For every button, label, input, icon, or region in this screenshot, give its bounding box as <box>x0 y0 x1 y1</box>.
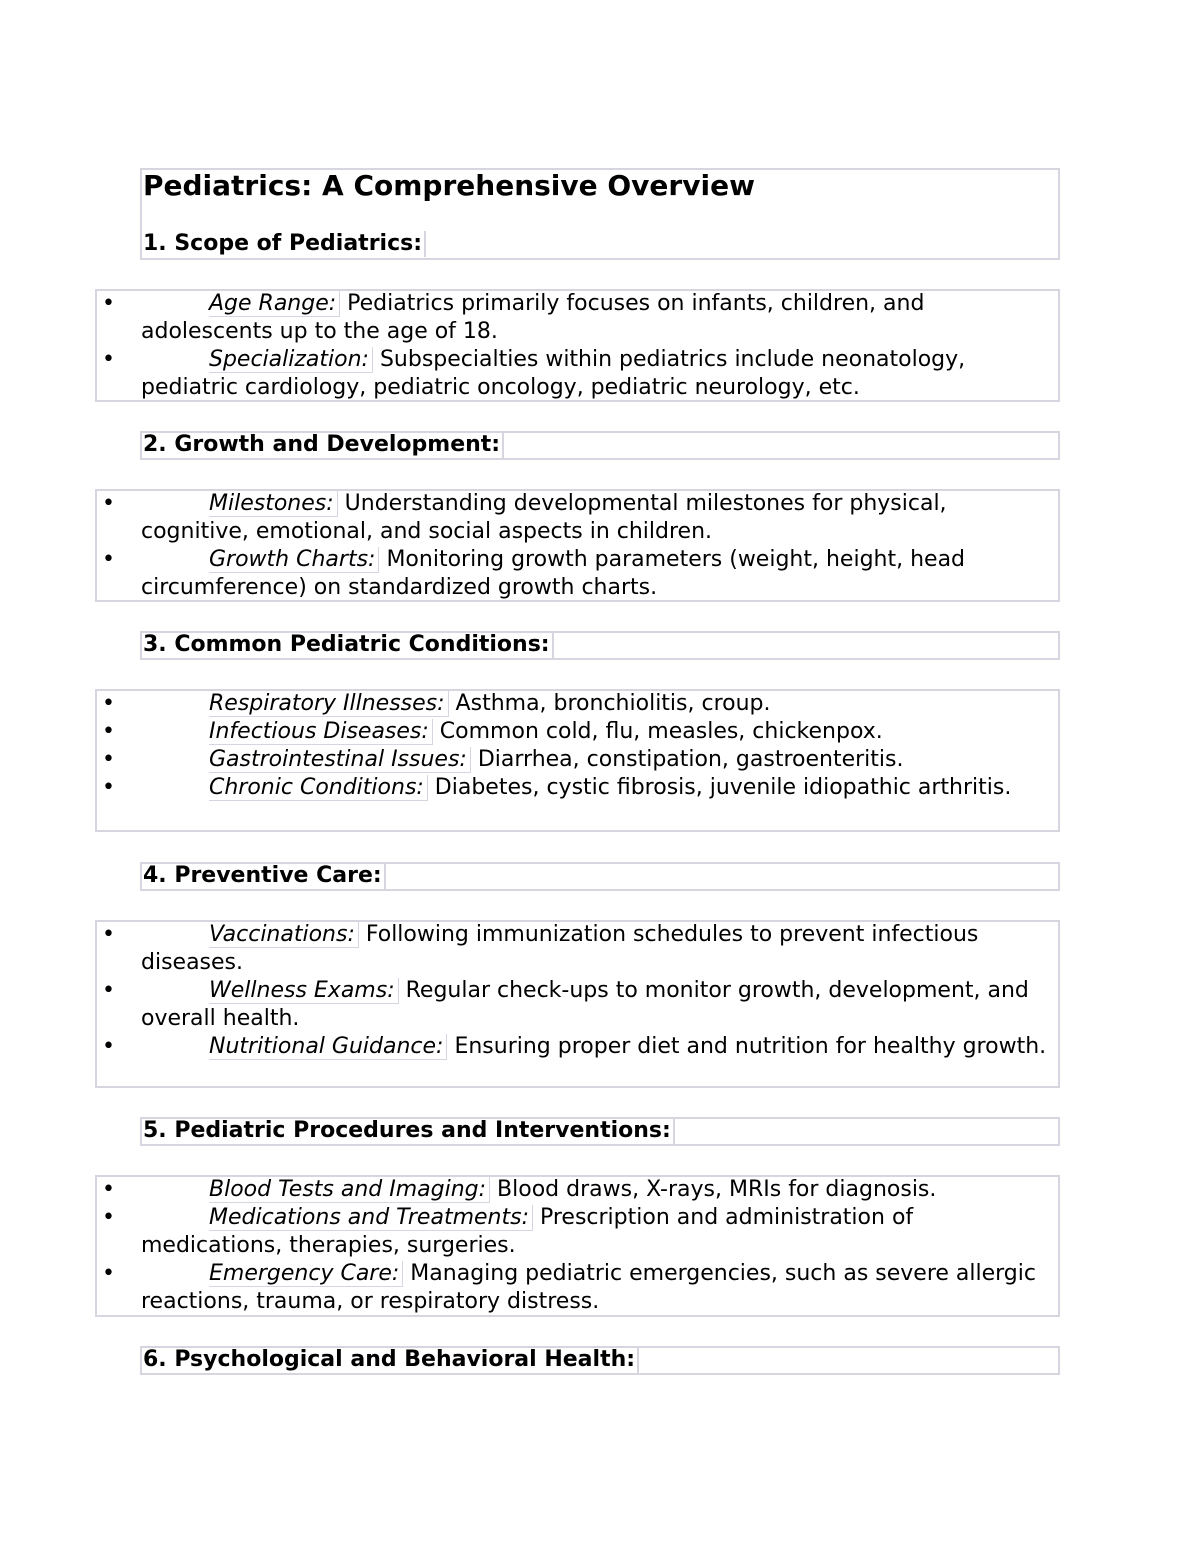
bullet-icon: • <box>102 922 115 947</box>
bullet-icon: • <box>102 347 115 372</box>
item-text: Diabetes, cystic fibrosis, juvenile idiopathic arthritis. <box>427 775 1012 800</box>
item-term: Chronic Conditions: <box>209 775 428 801</box>
item-text: Asthma, bronchiolitis, croup. <box>448 691 771 716</box>
section-heading-3: 3. Common Pediatric Conditions: <box>141 632 554 658</box>
bullet-icon: • <box>102 691 115 716</box>
item-term: Specialization: <box>209 347 373 373</box>
item-text: Common cold, flu, measles, chickenpox. <box>432 719 883 744</box>
item-text: Pediatrics primarily focuses on infants, children, and adolescents up to the age of 18. <box>141 291 925 344</box>
item-text: Following immunization schedules to prevent infectious diseases. <box>141 922 979 975</box>
list-item <box>102 346 1053 402</box>
item-text: Monitoring growth parameters (weight, height, head circumference) on standardized growth charts. <box>141 547 966 600</box>
list-item <box>102 1176 1053 1204</box>
section-list-1 <box>102 290 1053 402</box>
item-term: Blood Tests and Imaging: <box>209 1177 490 1203</box>
document-title: Pediatrics: A Comprehensive Overview <box>143 169 755 202</box>
bullet-icon: • <box>102 1205 115 1230</box>
section-heading-2: 2. Growth and Development: <box>141 432 504 458</box>
section-heading-6: 6. Psychological and Behavioral Health: <box>141 1347 639 1373</box>
section-list-3 <box>102 690 1053 802</box>
item-text: Prescription and administration of medications, therapies, surgeries. <box>141 1205 914 1258</box>
bullet-icon: • <box>102 978 115 1003</box>
section-list-2 <box>102 490 1053 602</box>
item-term: Medications and Treatments: <box>209 1205 533 1231</box>
item-text: Regular check-ups to monitor growth, development, and overall health. <box>141 978 1029 1031</box>
item-text: Ensuring proper diet and nutrition for healthy growth. <box>447 1034 1047 1059</box>
list-item <box>102 546 1053 602</box>
list-item <box>102 1033 1053 1061</box>
item-text: Blood draws, X-rays, MRIs for diagnosis. <box>490 1177 937 1202</box>
item-term: Respiratory Illnesses: <box>209 691 449 717</box>
item-text: Diarrhea, constipation, gastroenteritis. <box>470 747 904 772</box>
bullet-icon: • <box>102 747 115 772</box>
list-item <box>102 1204 1053 1260</box>
item-term: Growth Charts: <box>209 547 379 573</box>
item-term: Infectious Diseases: <box>209 719 433 745</box>
list-item <box>102 977 1053 1033</box>
section-heading-5: 5. Pediatric Procedures and Interventions: <box>141 1118 675 1144</box>
item-text: Subspecialties within pediatrics include neonatology, pediatric cardiology, pediatric oncology, pediatric neurology, etc. <box>141 347 966 400</box>
bullet-icon: • <box>102 291 115 316</box>
list-item <box>102 774 1053 802</box>
list-item <box>102 1260 1053 1316</box>
bullet-icon: • <box>102 775 115 800</box>
item-text: Understanding developmental milestones for physical, cognitive, emotional, and social aspects in children. <box>141 491 947 544</box>
list-item <box>102 746 1053 774</box>
section-list-5 <box>102 1176 1053 1316</box>
section-heading-4: 4. Preventive Care: <box>141 863 386 889</box>
list-item <box>102 690 1053 718</box>
item-term: Vaccinations: <box>209 922 359 948</box>
bullet-icon: • <box>102 1261 115 1286</box>
item-term: Emergency Care: <box>209 1261 403 1287</box>
bullet-icon: • <box>102 1177 115 1202</box>
item-term: Wellness Exams: <box>209 978 399 1004</box>
section-heading-1: 1. Scope of Pediatrics: <box>141 231 426 257</box>
bullet-icon: • <box>102 547 115 572</box>
item-term: Milestones: <box>209 491 338 517</box>
bullet-icon: • <box>102 719 115 744</box>
item-term: Gastrointestinal Issues: <box>209 747 471 773</box>
bullet-icon: • <box>102 1034 115 1059</box>
list-item <box>102 718 1053 746</box>
item-term: Age Range: <box>209 291 340 317</box>
list-item <box>102 490 1053 546</box>
section-list-4 <box>102 921 1053 1061</box>
item-term: Nutritional Guidance: <box>209 1034 447 1060</box>
bullet-icon: • <box>102 491 115 516</box>
list-item <box>102 921 1053 977</box>
list-item <box>102 290 1053 346</box>
item-text: Managing pediatric emergencies, such as severe allergic reactions, trauma, or respiratory distress. <box>141 1261 1036 1314</box>
